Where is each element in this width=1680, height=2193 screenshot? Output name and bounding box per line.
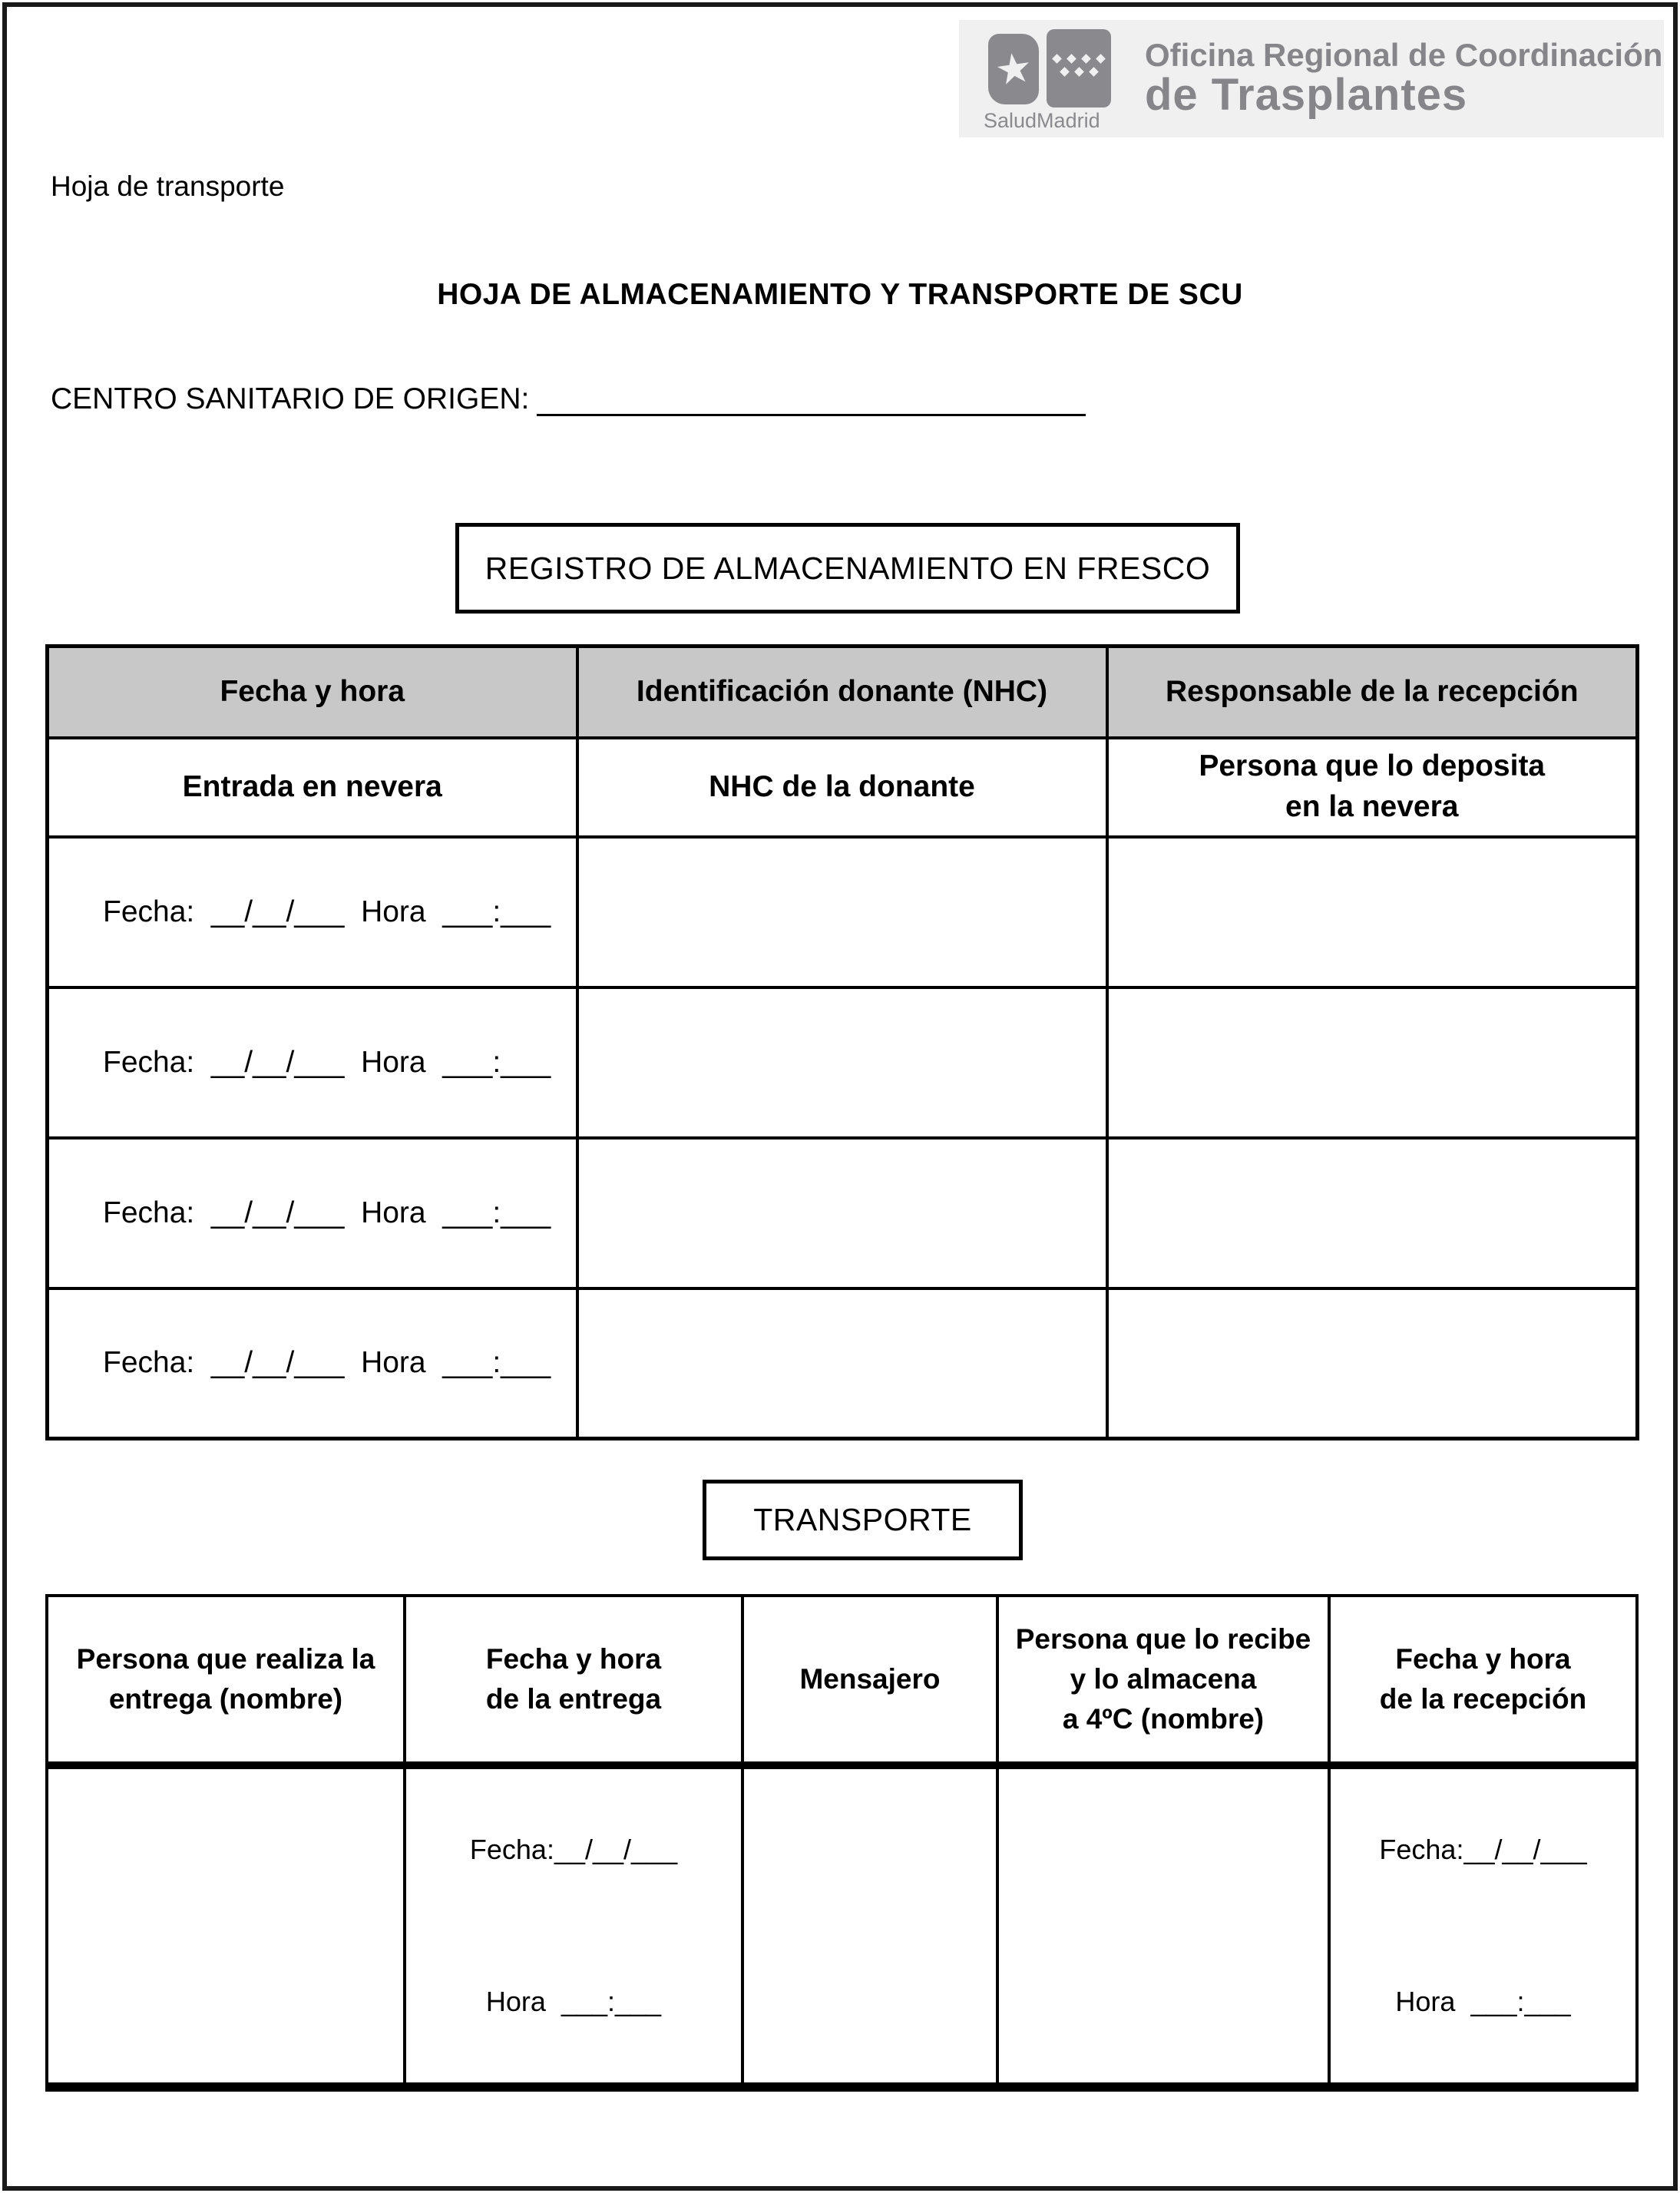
flag-star-dot bbox=[1081, 54, 1091, 64]
transport-section-title: TRANSPORTE bbox=[753, 1502, 972, 1537]
flag-star-dot bbox=[1067, 54, 1076, 64]
fresh-table-row-2 bbox=[48, 987, 1638, 1138]
nhc-blank-cell bbox=[577, 837, 1107, 987]
flag-star-dot bbox=[1074, 67, 1084, 77]
subheader-cell-persona-deposita: Persona que lo deposita en la nevera bbox=[1107, 738, 1638, 837]
responsable-blank-cell bbox=[1107, 987, 1638, 1138]
origin-blank-line bbox=[537, 383, 1086, 416]
madrid-flag-icon bbox=[1047, 29, 1111, 108]
transport-table bbox=[45, 1594, 1639, 2092]
fresh-storage-table bbox=[45, 644, 1639, 1440]
saludmadrid-logo bbox=[959, 20, 1664, 137]
flag-star-dot bbox=[1060, 67, 1070, 77]
origin-field bbox=[51, 382, 1086, 416]
header-cell-responsable-recepcion: Responsable de la recepción bbox=[1107, 647, 1638, 738]
doc-label: Hoja de transporte bbox=[51, 170, 285, 202]
header-cell-fecha-y-hora: Fecha y hora bbox=[48, 647, 577, 738]
responsable-blank-cell bbox=[1107, 1288, 1638, 1439]
header-cell-persona-entrega: Persona que realiza la entrega (nombre) bbox=[47, 1596, 405, 1765]
brand-label: SaludMadrid bbox=[984, 108, 1100, 132]
nhc-blank-cell bbox=[577, 987, 1107, 1138]
subheader-cell-entrada-nevera: Entrada en nevera bbox=[48, 738, 577, 837]
flag-star-dot bbox=[1052, 54, 1062, 64]
fresh-storage-section-title: REGISTRO DE ALMACENAMIENTO EN FRESCO bbox=[484, 550, 1211, 586]
header-cell-persona-recibe: Persona que lo recibe y lo almacena a 4ºC (nombre) bbox=[997, 1596, 1329, 1765]
logo-icon bbox=[984, 29, 1134, 132]
fresh-storage-section-box bbox=[455, 523, 1240, 614]
fecha-hora-blank-field: Fecha: __/__/___ Hora ___:___ bbox=[48, 1138, 577, 1288]
fecha-hora-blank-field: Fecha: __/__/___ Hora ___:___ bbox=[48, 987, 577, 1138]
saludmadrid-star-icon bbox=[988, 34, 1039, 104]
fresh-table-subheader-row bbox=[48, 738, 1638, 837]
fecha-entrega-blank-field: Fecha:__/__/___ Hora ___:___ bbox=[405, 1765, 742, 2087]
responsable-blank-cell bbox=[1107, 1138, 1638, 1288]
transport-table-header-row bbox=[47, 1596, 1637, 1765]
origin-label: CENTRO SANITARIO DE ORIGEN: bbox=[51, 382, 530, 415]
transport-table-data-row bbox=[47, 1765, 1637, 2087]
org-name-line2: de Trasplantes bbox=[1145, 70, 1468, 121]
org-name-line1: Oficina Regional de Coordinación bbox=[1145, 37, 1663, 73]
fresh-table-row-4 bbox=[48, 1288, 1638, 1439]
header-cell-fecha-recepcion: Fecha y hora de la recepción bbox=[1329, 1596, 1637, 1765]
star-icon: ★ bbox=[991, 43, 1036, 94]
header-cell-identificacion-donante: Identificación donante (NHC) bbox=[577, 647, 1107, 738]
nhc-blank-cell bbox=[577, 1138, 1107, 1288]
persona-entrega-blank-cell bbox=[47, 1765, 405, 2087]
page-title: HOJA DE ALMACENAMIENTO Y TRANSPORTE DE SCU bbox=[437, 278, 1243, 311]
fecha-hora-blank-field: Fecha: __/__/___ Hora ___:___ bbox=[48, 1288, 577, 1439]
org-name bbox=[1145, 38, 1662, 119]
flag-star-dot bbox=[1089, 67, 1099, 77]
nhc-blank-cell bbox=[577, 1288, 1107, 1439]
fresh-table-row-3 bbox=[48, 1138, 1638, 1288]
flag-stars bbox=[1047, 55, 1111, 75]
fecha-recepcion-blank-field: Fecha:__/__/___ Hora ___:___ bbox=[1329, 1765, 1637, 2087]
fresh-table-header-row bbox=[48, 647, 1638, 738]
transport-section-box bbox=[703, 1480, 1023, 1560]
header-cell-mensajero: Mensajero bbox=[742, 1596, 997, 1765]
responsable-blank-cell bbox=[1107, 837, 1638, 987]
fecha-hora-blank-field: Fecha: __/__/___ Hora ___:___ bbox=[48, 837, 577, 987]
subheader-cell-nhc-donante: NHC de la donante bbox=[577, 738, 1107, 837]
header-cell-fecha-entrega: Fecha y hora de la entrega bbox=[405, 1596, 742, 1765]
flag-star-dot bbox=[1096, 54, 1106, 64]
mensajero-blank-cell bbox=[742, 1765, 997, 2087]
persona-recibe-blank-cell bbox=[997, 1765, 1329, 2087]
fresh-table-row-1 bbox=[48, 837, 1638, 987]
